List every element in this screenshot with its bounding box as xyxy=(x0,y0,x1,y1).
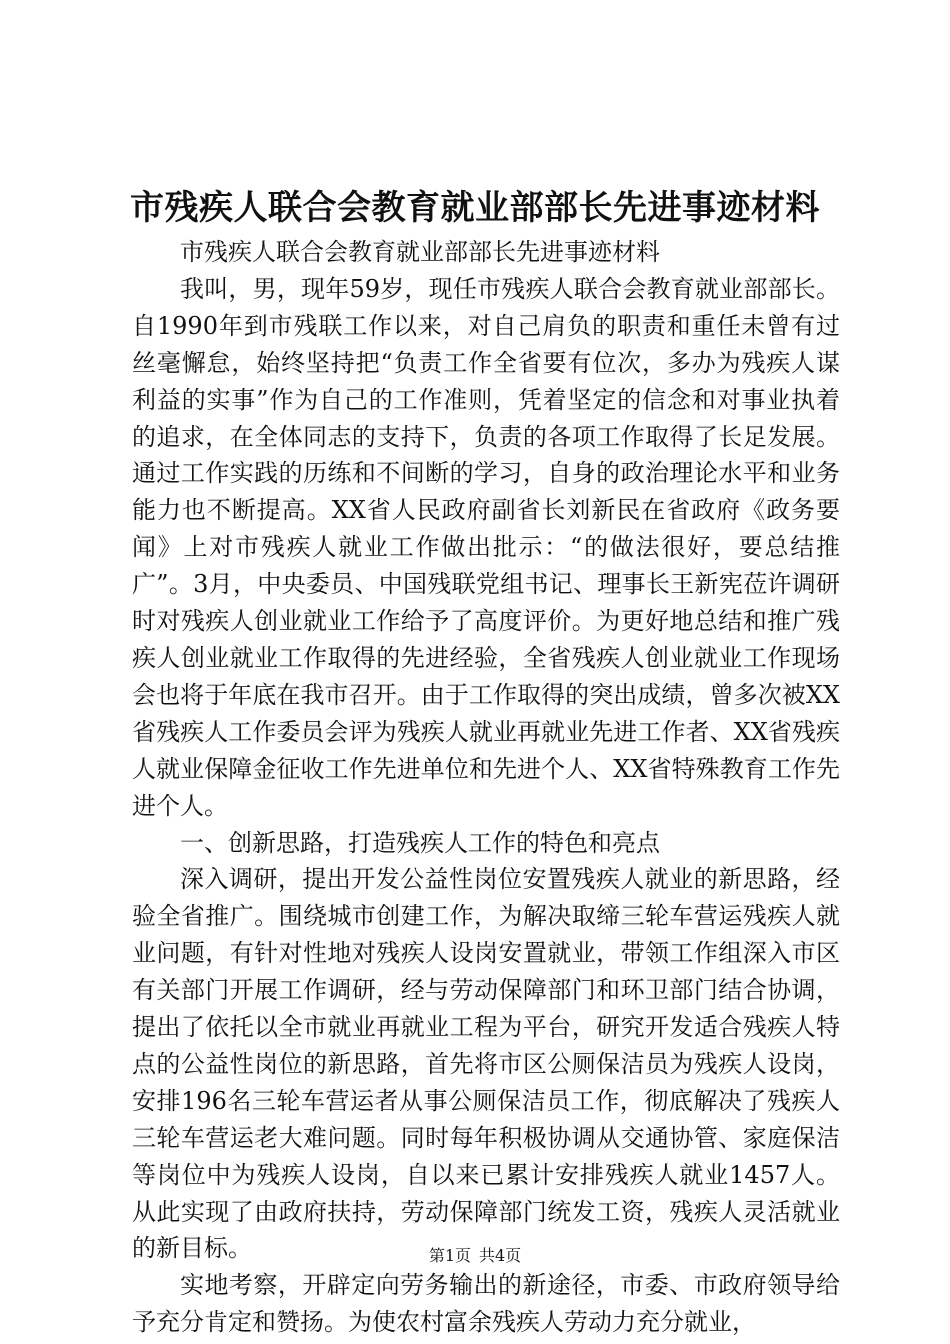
page-footer xyxy=(0,1246,950,1266)
document-title: 市残疾人联合会教育就业部部长先进事迹材料 xyxy=(130,188,820,228)
section-heading: 一、创新思路，打造残疾人工作的特色和亮点 xyxy=(180,828,660,857)
page-number-total: 共4页 xyxy=(479,1246,522,1265)
page-number-current: 第1页 xyxy=(428,1246,471,1265)
document-body xyxy=(132,234,840,1341)
paragraph-research: 深入调研，提出开发公益性岗位安置残疾人就业的新思路，经验全省推广。围绕城市创建工作，为解决取缔三轮车营运残疾人就业问题，有针对性地对残疾人设岗安置就业，带领工作组深入市区有关部门开展工作调研，经与劳动保障部门和环卫部门结合协调，提出了依托以全市就业再就业工程为平台，研究开发适合残疾人特点的公益性岗位的新思路，首先将市区公厕保洁员为残疾人设岗，安排196名三轮车营运者从事公厕保洁员工作，彻底解决了残疾人三轮车营运老大难问题。同时每年积极协调从交通协管、家庭保洁等岗位中为残疾人设岗，自以来已累计安排残疾人就业1457人。从此实现了由政府扶持，劳动保障部门统发工资，残疾人灵活就业的新目标。 xyxy=(132,865,840,1263)
paragraph-intro: 我叫，男，现年59岁，现任市残疾人联合会教育就业部部长。自1990年到市残联工作以来，对自己肩负的职责和重任未曾有过丝毫懈怠，始终坚持把“负责工作全省要有位次，多办为残疾人谋利益的实事”作为自己的工作准则，凭着坚定的信念和对事业执着的追求，在全体同志的支持下，负责的各项工作取得了长足发展。通过工作实践的历练和不间断的学习，自身的政治理论水平和业务能力也不断提高。XX省人民政府副省长刘新民在省政府《政务要闻》上对市残疾人就业工作做出批示：“的做法很好，要总结推广”。3月，中央委员、中国残联党组书记、理事长王新宪莅许调研时对残疾人创业就业工作给予了高度评价。为更好地总结和推广残疾人创业就业工作取得的先进经验，全省残疾人创业就业工作现场会也将于年底在我市召开。由于工作取得的突出成绩，曾多次被XX省残疾人工作委员会评为残疾人就业再就业先进工作者、XX省残疾人就业保障金征收工作先进单位和先进个人、XX省特殊教育工作先进个人。 xyxy=(132,274,840,820)
paragraph-subtitle: 市残疾人联合会教育就业部部长先进事迹材料 xyxy=(180,238,660,266)
paragraph-inspection: 实地考察，开辟定向劳务输出的新途径，市委、市政府领导给予充分肯定和赞扬。为使农村富余残疾人劳动力充分就业， xyxy=(132,1271,840,1337)
